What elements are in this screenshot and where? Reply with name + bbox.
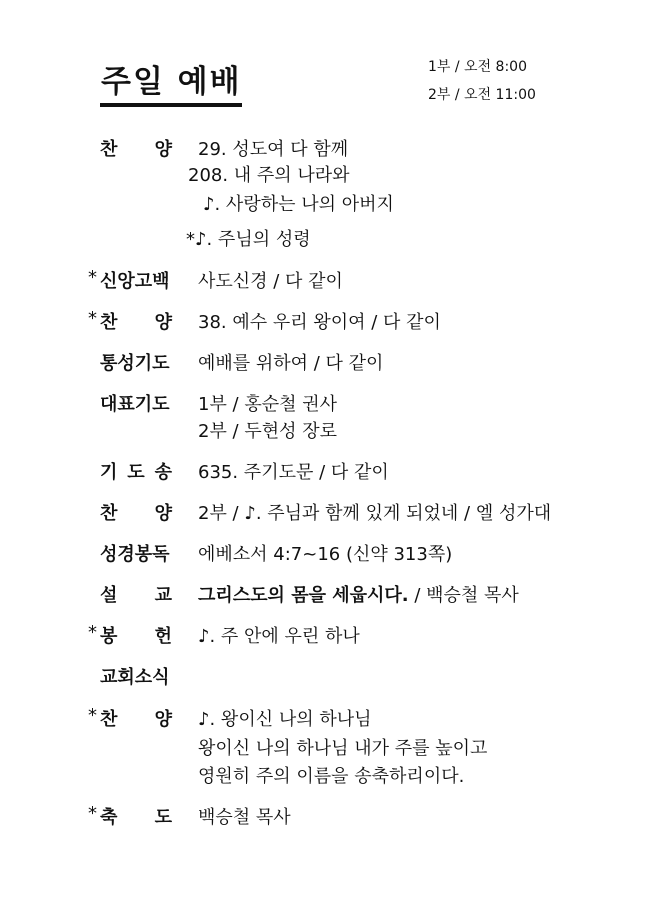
preacher-name: / 백승철 목사 (408, 585, 519, 606)
label-text: 대표기도 (100, 394, 170, 415)
standing-mark: * (88, 803, 97, 824)
item-content: ♪. 주 안에 우린 하나 (198, 626, 360, 647)
label-char: 송 (154, 462, 172, 483)
item-content: 예배를 위하여 / 다 같이 (198, 353, 384, 374)
label-text: 성경봉독 (100, 544, 170, 565)
item-content (198, 581, 519, 607)
hymn-line: *♪. 주님의 성령 (186, 229, 311, 250)
hymn-line: ♪. 사랑하는 나의 아버지 (203, 194, 394, 215)
label-char: 헌 (154, 626, 172, 647)
item-content: 635. 주기도문 / 다 같이 (198, 462, 389, 483)
label-text: 신앙고백 (100, 271, 170, 292)
label-text: 교회소식 (100, 667, 170, 688)
label-char: 기 (100, 462, 118, 483)
prayer-line: 1부 / 홍순철 권사 (198, 394, 338, 415)
label-char: 설 (100, 585, 118, 606)
item-content: 2부 / ♪. 주님과 함께 있게 되었네 / 엘 성가대 (198, 503, 552, 524)
label-char: 양 (154, 312, 172, 333)
item-content: 사도신경 / 다 같이 (198, 271, 343, 292)
hymn-line: 왕이신 나의 하나님 내가 주를 높이고 (198, 738, 488, 759)
prayer-line: 2부 / 두현성 장로 (198, 421, 338, 442)
standing-mark: * (88, 622, 97, 643)
label-char: 봉 (100, 626, 118, 647)
standing-mark: * (88, 308, 97, 329)
standing-mark: * (88, 705, 97, 726)
item-content: 에베소서 4:7~16 (신약 313쪽) (198, 544, 453, 565)
label-char: 양 (154, 709, 172, 730)
label-char: 도 (154, 807, 172, 828)
label-char: 찬 (100, 503, 118, 524)
hymn-line: ♪. 왕이신 나의 하나님 (198, 709, 372, 730)
label-char: 양 (154, 503, 172, 524)
label-char: 교 (154, 585, 172, 606)
service-time-2: 2부 / 오전 11:00 (428, 87, 536, 103)
item-content: 백승철 목사 (198, 807, 291, 828)
label-char: 찬 (100, 709, 118, 730)
label-char: 찬 (100, 139, 118, 160)
label-char: 찬 (100, 312, 118, 333)
hymn-line: 영원히 주의 이름을 송축하리이다. (198, 766, 465, 787)
label-char: 축 (100, 807, 118, 828)
hymn-line: 208. 내 주의 나라와 (188, 165, 350, 186)
standing-mark: * (88, 267, 97, 288)
page-title: 주일 예배 (101, 56, 242, 101)
hymn-line: 29. 성도여 다 함께 (198, 139, 349, 160)
item-content: 38. 예수 우리 왕이여 / 다 같이 (198, 312, 441, 333)
sermon-title: 그리스도의 몸을 세웁시다. (198, 585, 409, 606)
service-time-1: 1부 / 오전 8:00 (428, 59, 527, 75)
label-char: 양 (154, 139, 172, 160)
label-text: 통성기도 (100, 353, 170, 374)
label-char: 도 (127, 462, 145, 483)
